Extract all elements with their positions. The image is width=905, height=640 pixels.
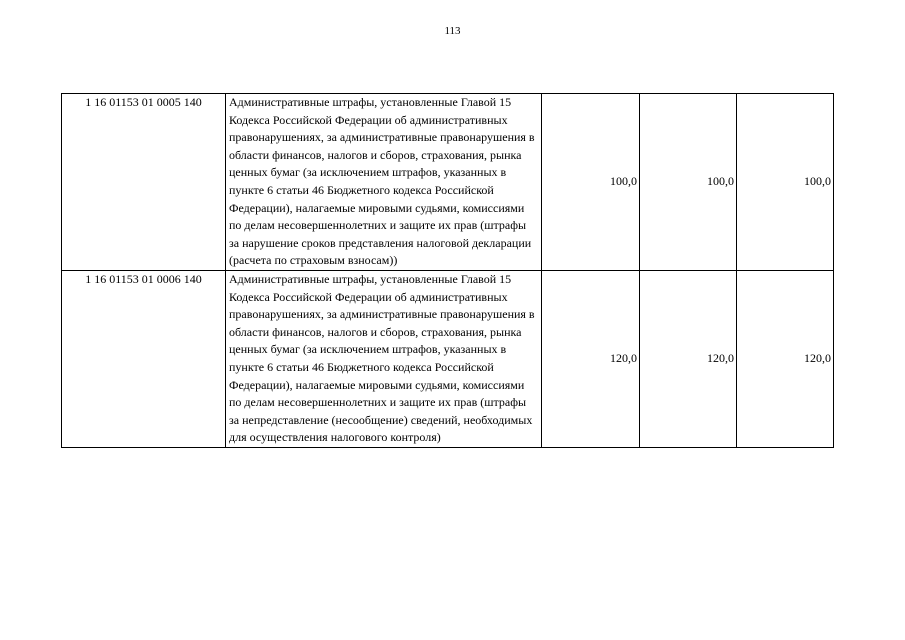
value-cell-year-1: 100,0 [542,94,640,271]
value-cell-year-2: 100,0 [640,94,737,271]
budget-code-cell: 1 16 01153 01 0005 140 [62,94,226,271]
description-cell: Административные штрафы, установленные Главой 15 Кодекса Российской Федерации об административных правонарушениях, за административные правонарушения в области финансов, налогов и сборов, страхования, рынка ценных бумаг (за исключением штрафов, указанных в пункте 6 статьи 46 Бюджетного кодекса Российской Федерации), налагаемые мировыми судьями, комиссиями по делам несовершеннолетних и защите их прав (штрафы за непредставление (несообщение) сведений, необходимых для осуществления налогового контроля) [226,270,542,447]
description-cell: Административные штрафы, установленные Главой 15 Кодекса Российской Федерации об административных правонарушениях, за административные правонарушения в области финансов, налогов и сборов, страхования, рынка ценных бумаг (за исключением штрафов, указанных в пункте 6 статьи 46 Бюджетного кодекса Российской Федерации), налагаемые мировыми судьями, комиссиями по делам несовершеннолетних и защите их прав (штрафы за нарушение сроков представления налоговой декларации (расчета по страховым взносам)) [226,94,542,271]
table-row [62,94,834,271]
page-number: 113 [444,25,461,37]
table-row [62,270,834,447]
value-cell-year-1: 120,0 [542,270,640,447]
value-cell-year-3: 100,0 [737,94,834,271]
value-cell-year-3: 120,0 [737,270,834,447]
budget-revenue-table [61,93,834,448]
budget-code-cell: 1 16 01153 01 0006 140 [62,270,226,447]
value-cell-year-2: 120,0 [640,270,737,447]
